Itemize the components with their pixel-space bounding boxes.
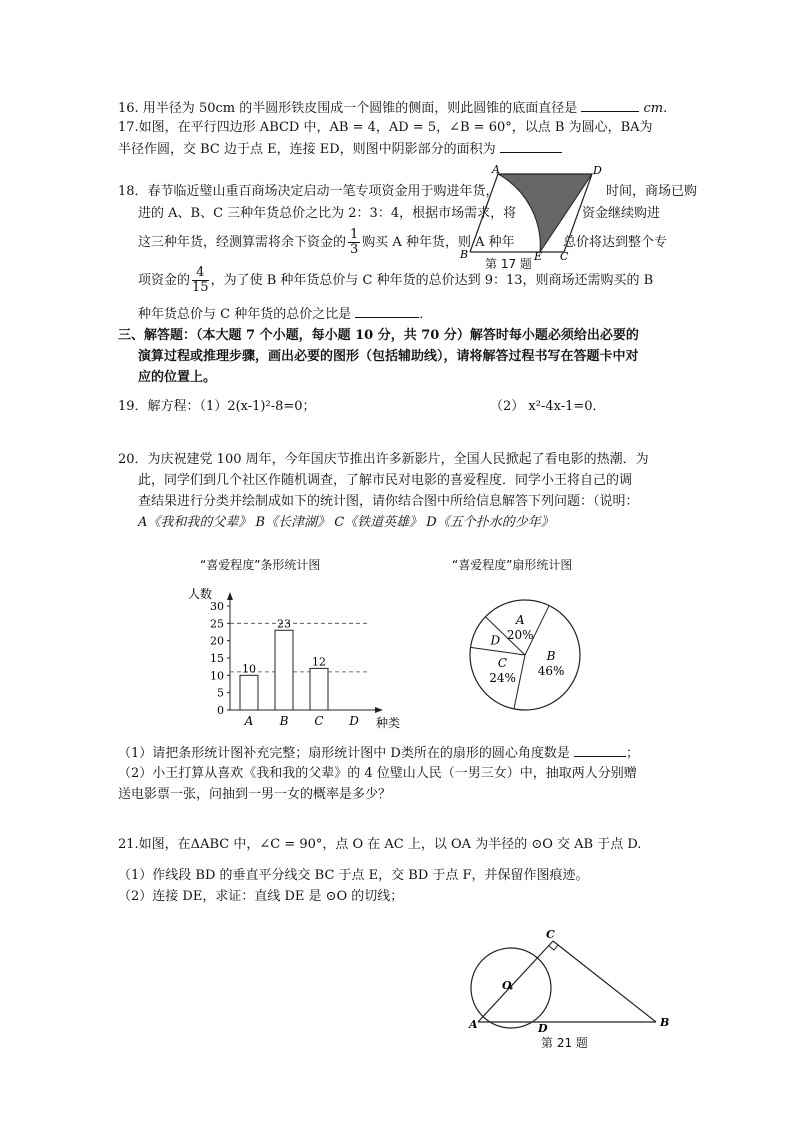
bar-chart-title: “喜爱程度”条形统计图 bbox=[200, 558, 321, 572]
label-A: A bbox=[469, 1018, 478, 1031]
question-17-line1: 17.如图，在平行四边形 ABCD 中，AB = 4，AD = 5，∠B = 60°，以点 B 为圆心，BA为 bbox=[118, 120, 653, 135]
x-tick-label: D bbox=[349, 714, 359, 728]
q17-answer-blank[interactable] bbox=[500, 140, 562, 153]
pie-slice-label-C: C bbox=[497, 655, 508, 670]
q18-line5: 种年货总价与 C 种年货的总价之比是 bbox=[138, 307, 352, 322]
question-19-part1: 19．解方程：（1）2(x-1)²-8=0； bbox=[118, 399, 316, 414]
pie-slice-percent-B: 46% bbox=[537, 663, 565, 678]
x-tick-label: C bbox=[314, 714, 324, 728]
label-B: B bbox=[660, 1016, 670, 1029]
pie-slice-percent-A: 20% bbox=[506, 627, 534, 642]
question-20-sub1: （1）请把条形统计图补充完整；扇形统计图中 D类所在的扇形的圆心角度数是 ； bbox=[118, 746, 639, 761]
bar-value-label: 10 bbox=[242, 662, 256, 676]
pie-slice-label-B: B bbox=[546, 648, 556, 663]
q16-unit: cm. bbox=[643, 101, 668, 116]
x-tick-label: B bbox=[279, 714, 289, 728]
section3-heading-line3: 应的位置上。 bbox=[138, 370, 217, 385]
question-18-line1 bbox=[118, 183, 499, 201]
label-B: B bbox=[460, 248, 469, 261]
label-C: C bbox=[560, 250, 569, 263]
section3-heading-line1: 三、解答题：（本大题 7 个小题，每小题 10 分，共 70 分）解答时每小题必须给出必要的 bbox=[118, 328, 639, 343]
x-tick-label: A bbox=[244, 714, 254, 728]
q17-caption: 第 17 题 bbox=[485, 257, 532, 271]
pie-slice-label-A: A bbox=[515, 612, 525, 627]
y-tick-label: 15 bbox=[210, 652, 224, 665]
x-axis-label: 种类 bbox=[376, 716, 401, 730]
pie-chart bbox=[455, 598, 615, 718]
question-18-line2: 进的 A、B、C 三种年货总价之比为 2：3：4，根据市场需求，将 bbox=[138, 206, 517, 221]
label-O: O bbox=[502, 979, 512, 992]
y-tick-label: 0 bbox=[217, 704, 224, 717]
bar-A bbox=[240, 675, 258, 710]
question-16 bbox=[118, 99, 667, 118]
bar-B bbox=[275, 630, 293, 710]
label-C: C bbox=[546, 928, 555, 941]
label-A: A bbox=[492, 163, 500, 176]
q18-line4a: 项资金的 bbox=[138, 273, 191, 288]
question-20-line1: 20．为庆祝建党 100 周年，今年国庆节推出许多新影片，全国人民掀起了看电影的热潮．为 bbox=[118, 452, 649, 467]
pie-slice-label-D: D bbox=[490, 633, 501, 648]
q18-line3b: 购买 A 种年货，则 A 种年 bbox=[362, 235, 515, 250]
q16-text: 16. 用半径为 50cm 的半圆形铁皮围成一个圆锥的侧面，则此圆锥的底面直径是 bbox=[118, 101, 578, 116]
question-18-line5: 种年货总价与 C 种年货的总价之比是 ． bbox=[138, 307, 433, 322]
q20-answer-blank[interactable] bbox=[574, 744, 626, 757]
q18-line3a: 这三种年货，经测算需将余下资金的 bbox=[138, 235, 347, 250]
q21-caption: 第 21 题 bbox=[541, 1036, 588, 1050]
y-tick-label: 30 bbox=[210, 600, 224, 613]
label-D: D bbox=[593, 164, 602, 177]
y-tick-label: 20 bbox=[210, 634, 224, 648]
question-19-part2: （2） x²-4x-1=0． bbox=[490, 399, 606, 414]
side-CB bbox=[553, 941, 656, 1022]
y-axis-label: 人数 bbox=[188, 587, 213, 601]
q18-line2-tail: 资金继续购进 bbox=[582, 206, 661, 221]
right-angle-mark bbox=[549, 945, 558, 950]
q18-answer-blank[interactable] bbox=[355, 305, 419, 318]
y-tick-label: 25 bbox=[210, 617, 224, 631]
fraction-one-third: $\frac{1}{3}$ bbox=[350, 227, 359, 257]
question-21-sub1: （1）作线段 BD 的垂直平分线交 BC 于点 E，交 BD 于点 F，并保留作图痕迹。 bbox=[118, 868, 589, 883]
fraction-four-fifteenths: $\frac{4}{15}$ bbox=[192, 265, 209, 295]
pie-slice-percent-C: 24% bbox=[489, 670, 516, 685]
question-17-line2 bbox=[118, 140, 562, 159]
x-axis-arrow bbox=[375, 707, 383, 713]
question-18-line3 bbox=[138, 228, 515, 258]
question-20-sub2a: （2）小王打算从喜欢《我和我的父辈》的 4 位璧山人民（一男三女）中，抽取两人分别赠 bbox=[118, 766, 637, 781]
q18-line1: 18．春节临近璧山重百商场决定启动一笔专项资金用于购进年货， bbox=[118, 184, 499, 199]
q18-line1-tail: 时间，商场已购 bbox=[606, 184, 698, 199]
q21-triangle-figure bbox=[466, 925, 686, 1035]
question-20-line2: 此，同学们到几个社区作随机调查，了解市民对电影的喜爱程度．同学小王将自己的调 bbox=[138, 473, 633, 488]
y-tick-label: 10 bbox=[210, 669, 224, 683]
q18-line3-tail: 总价将达到整个专 bbox=[563, 235, 668, 250]
label-D: D bbox=[538, 1022, 548, 1035]
question-21-line1: 21.如图，在ΔABC 中，∠C = 90°，点 O 在 AC 上，以 OA 为半径的 ⊙O 交 AB 于点 D. bbox=[118, 837, 642, 852]
question-20-line4: A《我和我的父辈》 B《长津湖》 C《铁道英雄》 D《五个扑水的少年》 bbox=[138, 515, 554, 530]
pie-chart-title: “喜爱程度”扇形统计图 bbox=[452, 558, 573, 572]
bar-value-label: 23 bbox=[277, 617, 291, 631]
bar-C bbox=[310, 668, 328, 710]
q20-sub1-text: （1）请把条形统计图补充完整；扇形统计图中 D类所在的扇形的圆心角度数是 bbox=[118, 746, 570, 761]
question-20-line3: 查结果进行分类并绘制成如下的统计图，请你结合图中所给信息解答下列问题：（说明： bbox=[138, 494, 639, 509]
q16-answer-blank[interactable] bbox=[581, 99, 639, 112]
bar-chart bbox=[180, 582, 420, 732]
label-E: E bbox=[534, 250, 543, 263]
question-20-sub2b: 送电影票一张，问抽到一男一女的概率是多少？ bbox=[118, 787, 392, 802]
section3-heading-line2: 演算过程或推理步骤，画出必要的图形（包括辅助线），请将解答过程书写在答题卡中对 bbox=[138, 349, 639, 364]
question-18-line4 bbox=[138, 266, 653, 296]
y-axis-arrow bbox=[227, 592, 233, 600]
q18-line4b: ，为了使 B 种年货总价与 C 种年货的总价达到 9：13，则商场还需购买的 B bbox=[210, 273, 654, 288]
y-tick-label: 5 bbox=[217, 686, 224, 700]
side-AC bbox=[478, 941, 553, 1022]
bar-value-label: 12 bbox=[312, 655, 326, 669]
q17-text: 半径作圆，交 BC 边于点 E，连接 ED，则图中阴影部分的面积为 bbox=[118, 142, 496, 157]
question-21-sub2: （2）连接 DE，求证：直线 DE 是 ⊙O 的切线； bbox=[118, 889, 404, 904]
